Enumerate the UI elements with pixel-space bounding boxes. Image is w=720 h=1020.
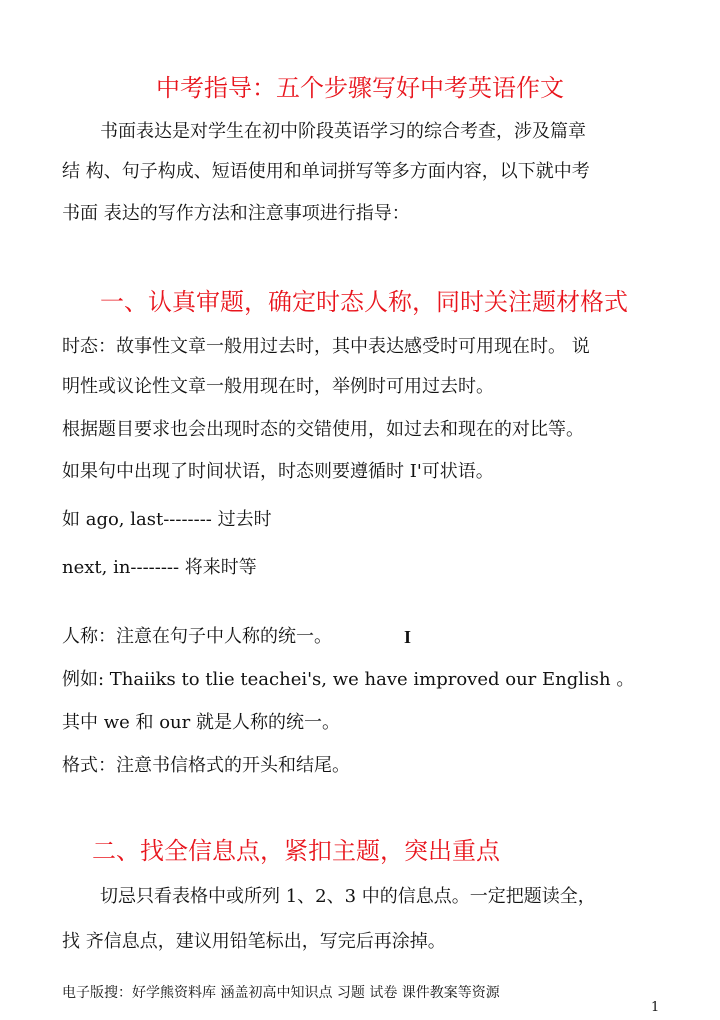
intro-line: 结 构、句子构成、短语使用和单词拼写等多方面内容，以下就中考 <box>62 161 590 182</box>
footer-note: 电子版搜：好学熊资料库 涵盖初高中知识点 习题 试卷 课件教案等资源 <box>62 985 500 1001</box>
paragraph-line: 切忌只看表格中或所列 1、2、3 中的信息点。一定把题读全， <box>100 886 596 907</box>
paragraph-line: 找 齐信息点，建议用铅笔标出，写完后再涂掉。 <box>62 931 446 952</box>
intro-line: 书面 表达的写作方法和注意事项进行指导： <box>62 203 410 224</box>
person-line: 人称：注意在句子中人称的统一。 <box>62 626 332 647</box>
page-number: 1 <box>651 1000 660 1015</box>
section-heading-1: 一、认真审题，确定时态人称，同时关注题材格式 <box>100 288 628 316</box>
paragraph-line: 时态：故事性文章一般用过去时，其中表达感受时可用现在时。 说 <box>62 336 590 357</box>
person-marker: I <box>404 627 412 647</box>
example-line: 例如: Thaiiks to tlie teachei's, we have improved our English 。 <box>62 669 635 690</box>
example-line: 格式：注意书信格式的开头和结尾。 <box>62 755 350 776</box>
paragraph-line: 明性或议论性文章一般用现在时，举例时可用过去时。 <box>62 376 494 397</box>
paragraph-line: 如 ago, last-------- 过去时 <box>62 509 272 530</box>
intro-line: 书面表达是对学生在初中阶段英语学习的综合考查，涉及篇章 <box>100 121 586 142</box>
paragraph-line: 根据题目要求也会出现时态的交错使用，如过去和现在的对比等。 <box>62 419 584 440</box>
paragraph-line: next, in-------- 将来时等 <box>62 557 257 578</box>
paragraph-line: 如果句中出现了时间状语，时态则要遵循时 I'可状语。 <box>62 461 494 482</box>
section-heading-2: 二、找全信息点，紧扣主题，突出重点 <box>92 837 500 865</box>
document-title: 中考指导：五个步骤写好中考英语作文 <box>156 74 564 102</box>
example-line: 其中 we 和 our 就是人称的统一。 <box>62 712 340 733</box>
